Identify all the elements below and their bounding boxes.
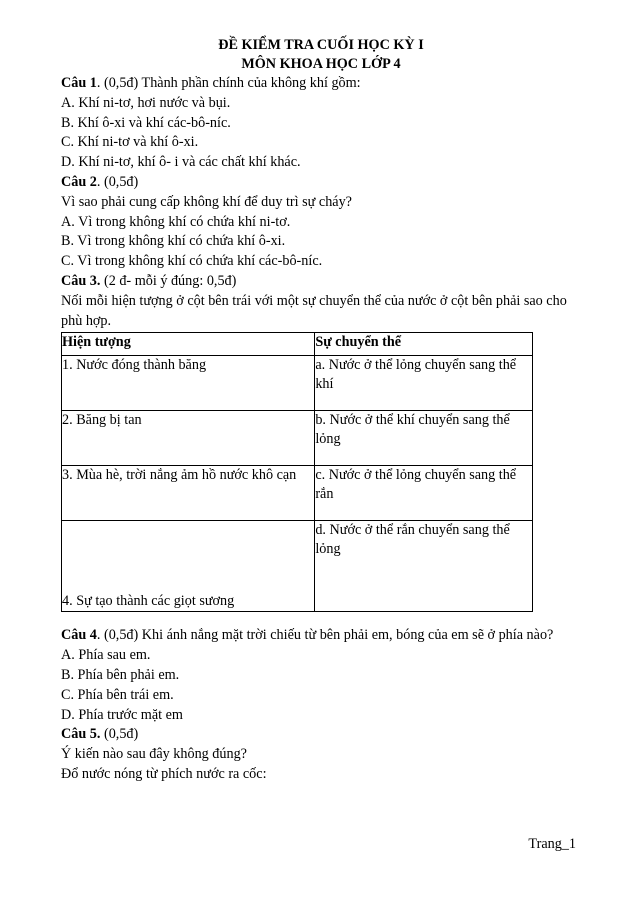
q5-subquestion: Đổ nước nóng từ phích nước ra cốc: <box>61 765 267 782</box>
q1-prompt: . (0,5đ) Thành phần chính của không khí gồm: <box>96 75 361 91</box>
q1-option-c: C. Khí ni-tơ và khí ô-xi. <box>61 134 199 151</box>
q2-heading <box>61 173 581 193</box>
table-header-row <box>62 333 533 356</box>
q3-label: Câu 3. <box>61 272 101 289</box>
q5-points: (0,5đ) <box>100 726 139 743</box>
q4-option-c: C. Phía bên trái em. <box>61 686 174 703</box>
phenomenon-cell: 2. Băng bị tan <box>62 411 315 466</box>
q3-question: Nối mỗi hiện tượng ở cột bên trái với một sự chuyển thể của nước ở cột bên phải sao cho phù hợp. <box>61 292 567 329</box>
q2-question: Vì sao phải cung cấp không khí để duy trì sự cháy? <box>61 193 352 210</box>
state-change-cell: c. Nước ở thể lỏng chuyển sang thể rắn <box>315 466 533 521</box>
q4-option-d: D. Phía trước mặt em <box>61 706 183 723</box>
column-header-phenomenon: Hiện tượng <box>62 333 315 356</box>
q1-label: Câu 1 <box>61 75 97 91</box>
exam-page <box>61 36 581 785</box>
state-change-cell: d. Nước ở thể rắn chuyển sang thể lỏng <box>315 521 533 612</box>
q3-points: (2 đ- mỗi ý đúng: 0,5đ) <box>100 272 237 289</box>
matching-table <box>61 332 533 612</box>
exam-title: ĐỀ KIỂM TRA CUỐI HỌC KỲ I <box>218 37 424 53</box>
q5-label: Câu 5. <box>61 726 101 743</box>
table-row <box>62 411 533 466</box>
q4-option-a: A. Phía sau em. <box>61 647 151 664</box>
q4-prompt: . (0,5đ) Khi ánh nắng mặt trời chiếu từ bên phải em, bóng của em sẽ ở phía nào? <box>96 627 554 644</box>
page-number: Trang_1 <box>528 836 576 852</box>
q2-points: . (0,5đ) <box>96 173 139 190</box>
column-header-state-change: Sự chuyển thể <box>315 333 533 356</box>
q1-option-b: B. Khí ô-xi và khí các-bô-níc. <box>61 114 231 131</box>
q3-heading <box>61 272 581 292</box>
phenomenon-cell: 3. Mùa hè, trời nắng ảm hồ nước khô cạn <box>62 466 315 521</box>
phenomenon-cell: 1. Nước đóng thành băng <box>62 356 315 411</box>
q5-question: Ý kiến nào sau đây không đúng? <box>61 746 247 763</box>
q4-heading <box>61 626 581 646</box>
q2-option-a: A. Vì trong không khí có chứa khí ni-tơ. <box>61 213 291 230</box>
q5-heading <box>61 725 581 745</box>
q4-label: Câu 4 <box>61 627 97 644</box>
table-row <box>62 466 533 521</box>
q2-option-b: B. Vì trong không khí có chứa khí ô-xi. <box>61 233 286 250</box>
table-row <box>62 521 533 612</box>
table-row <box>62 356 533 411</box>
q1-heading <box>61 74 581 94</box>
q1-option-d: D. Khí ni-tơ, khí ô- i và các chất khí khác. <box>61 154 301 171</box>
state-change-cell: b. Nước ở thể khí chuyển sang thể lỏng <box>315 411 533 466</box>
q2-option-c: C. Vì trong không khí có chứa khí các-bô-níc. <box>61 253 323 270</box>
q4-option-b: B. Phía bên phải em. <box>61 666 180 683</box>
phenomenon-cell: 4. Sự tạo thành các giọt sương <box>62 521 315 612</box>
q1-option-a: A. Khí ni-tơ, hơi nước và bụi. <box>61 94 231 111</box>
q2-label: Câu 2 <box>61 173 97 190</box>
state-change-cell: a. Nước ở thể lỏng chuyển sang thể khí <box>315 356 533 411</box>
exam-subtitle: MÔN KHOA HỌC LỚP 4 <box>241 56 401 72</box>
